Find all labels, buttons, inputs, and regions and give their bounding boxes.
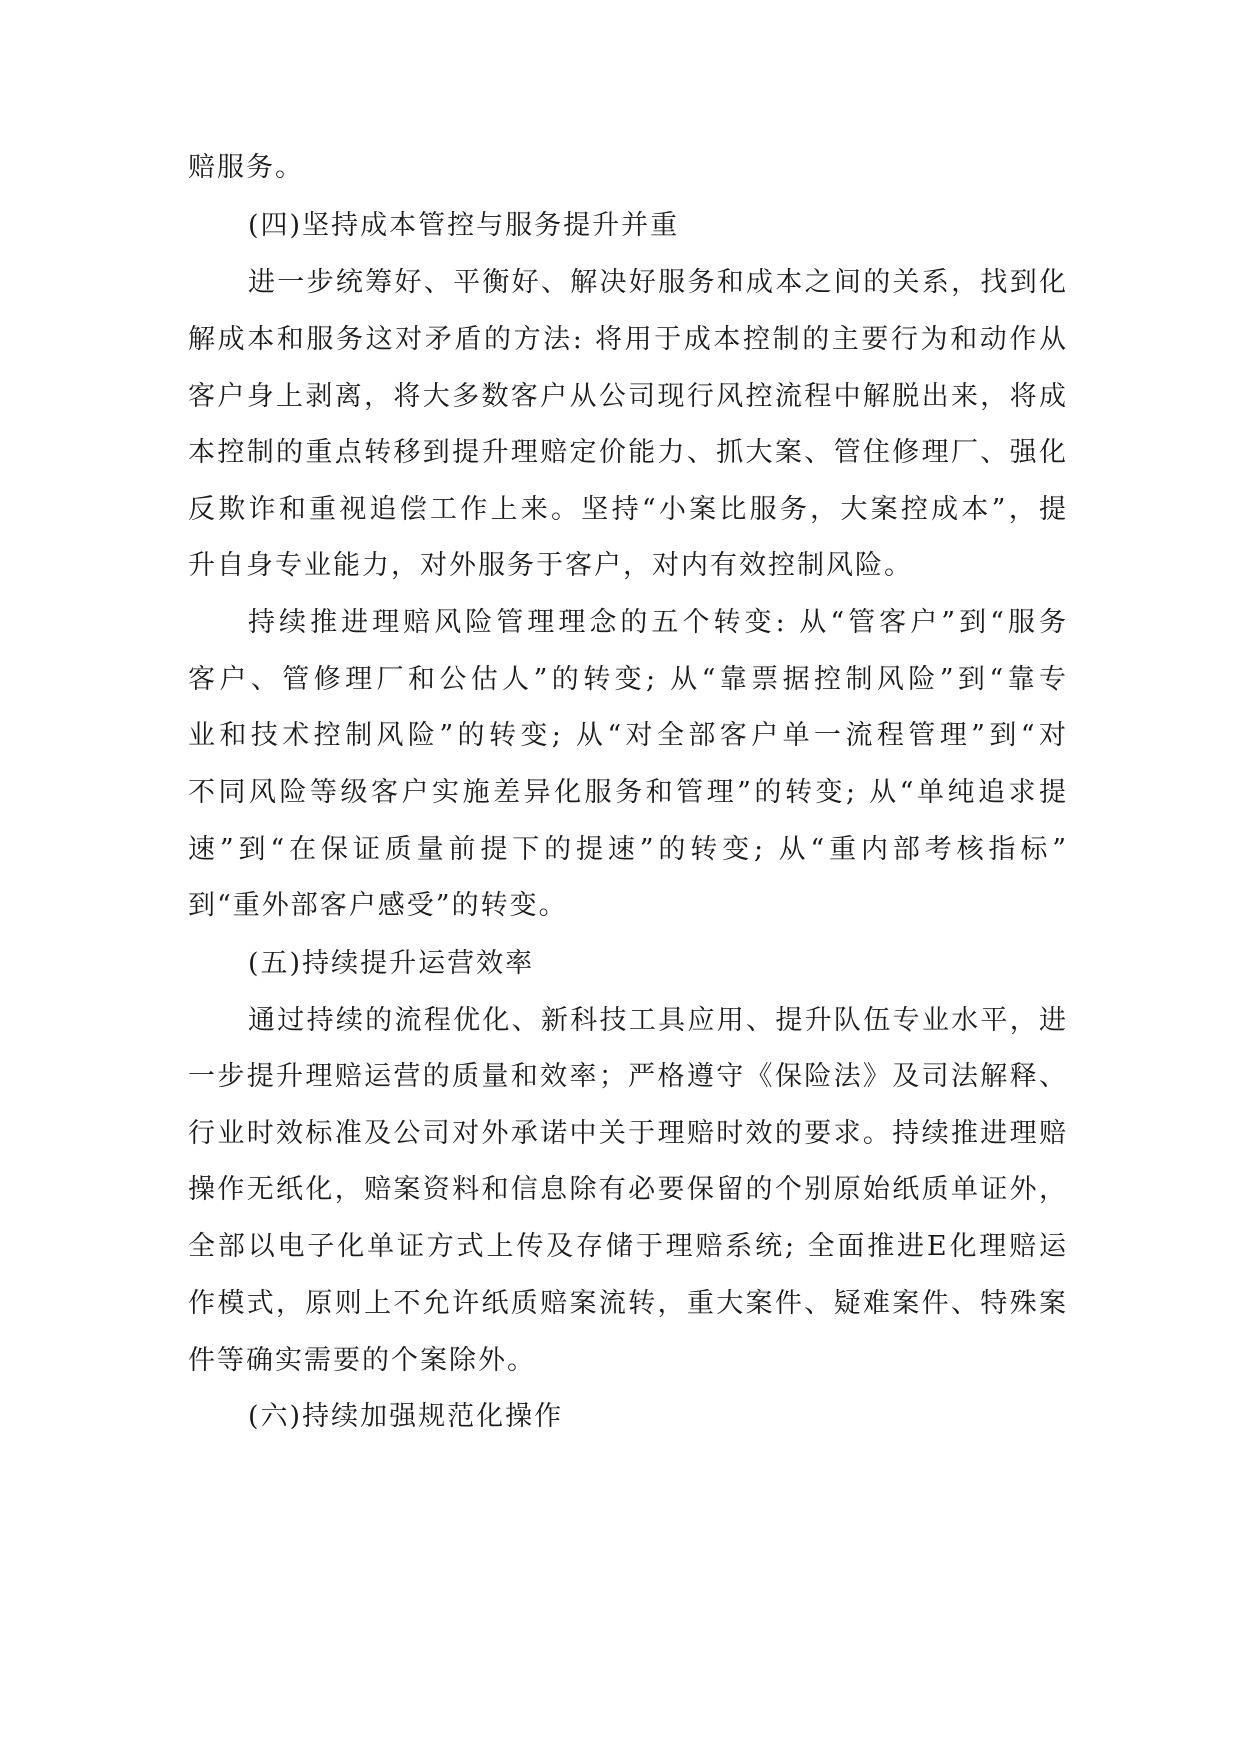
paragraph-line: 进一步统筹好、平衡好、解决好服务和成本之间的关系，找到化 — [248, 267, 1068, 298]
paragraph-line: 本控制的重点转移到提升理赔定价能力、抓大案、管住修理厂、强化 — [188, 437, 1068, 468]
paragraph-line: 业和技术控制风险”的转变; 从“对全部客户单一流程管理”到“对 — [188, 720, 1068, 751]
paragraph-line: 升自身专业能力，对外服务于客户，对内有效控制风险。 — [188, 550, 913, 581]
paragraph-line: 反欺诈和重视追偿工作上来。坚持“小案比服务，大案控成本”，提 — [188, 494, 1068, 525]
paragraph-line: 通过持续的流程优化、新科技工具应用、提升队伍专业水平，进 — [248, 1005, 1068, 1036]
paragraph-line: 件等确实需要的个案除外。 — [188, 1345, 536, 1376]
section-heading-4: (四)坚持成本管控与服务提升并重 — [248, 210, 680, 241]
paragraph-line: 操作无纸化，赔案资料和信息除有必要保留的个别原始纸质单证外， — [188, 1174, 1068, 1205]
paragraph-line: 作模式，原则上不允许纸质赔案流转，重大案件、疑难案件、特殊案 — [188, 1288, 1068, 1319]
paragraph-line: 客户、管修理厂和公估人”的转变; 从“靠票据控制风险”到“靠专 — [188, 664, 1068, 695]
paragraph-line: 解成本和服务这对矛盾的方法: 将用于成本控制的主要行为和动作从 — [188, 324, 1068, 355]
paragraph-line: 持续推进理赔风险管理理念的五个转变: 从“管客户”到“服务 — [248, 607, 1068, 638]
paragraph-line: 速”到“在保证质量前提下的提速”的转变; 从“重内部考核指标” — [188, 834, 1068, 865]
paragraph-line: 一步提升理赔运营的质量和效率；严格遵守《保险法》及司法解释、 — [188, 1061, 1068, 1092]
paragraph-line: 客户身上剥离，将大多数客户从公司现行风控流程中解脱出来，将成 — [188, 381, 1068, 412]
paragraph-line: 行业时效标准及公司对外承诺中关于理赔时效的要求。持续推进理赔 — [188, 1118, 1068, 1149]
section-heading-6: (六)持续加强规范化操作 — [248, 1401, 564, 1432]
paragraph-line: 不同风险等级客户实施差异化服务和管理”的转变; 从“单纯追求提 — [188, 777, 1068, 808]
paragraph-line: 赔服务。 — [188, 152, 304, 183]
section-heading-5: (五)持续提升运营效率 — [248, 948, 535, 979]
paragraph-line: 到“重外部客户感受”的转变。 — [188, 890, 568, 921]
paragraph-line: 全部以电子化单证方式上传及存储于理赔系统; 全面推进E化理赔运 — [188, 1231, 1068, 1262]
